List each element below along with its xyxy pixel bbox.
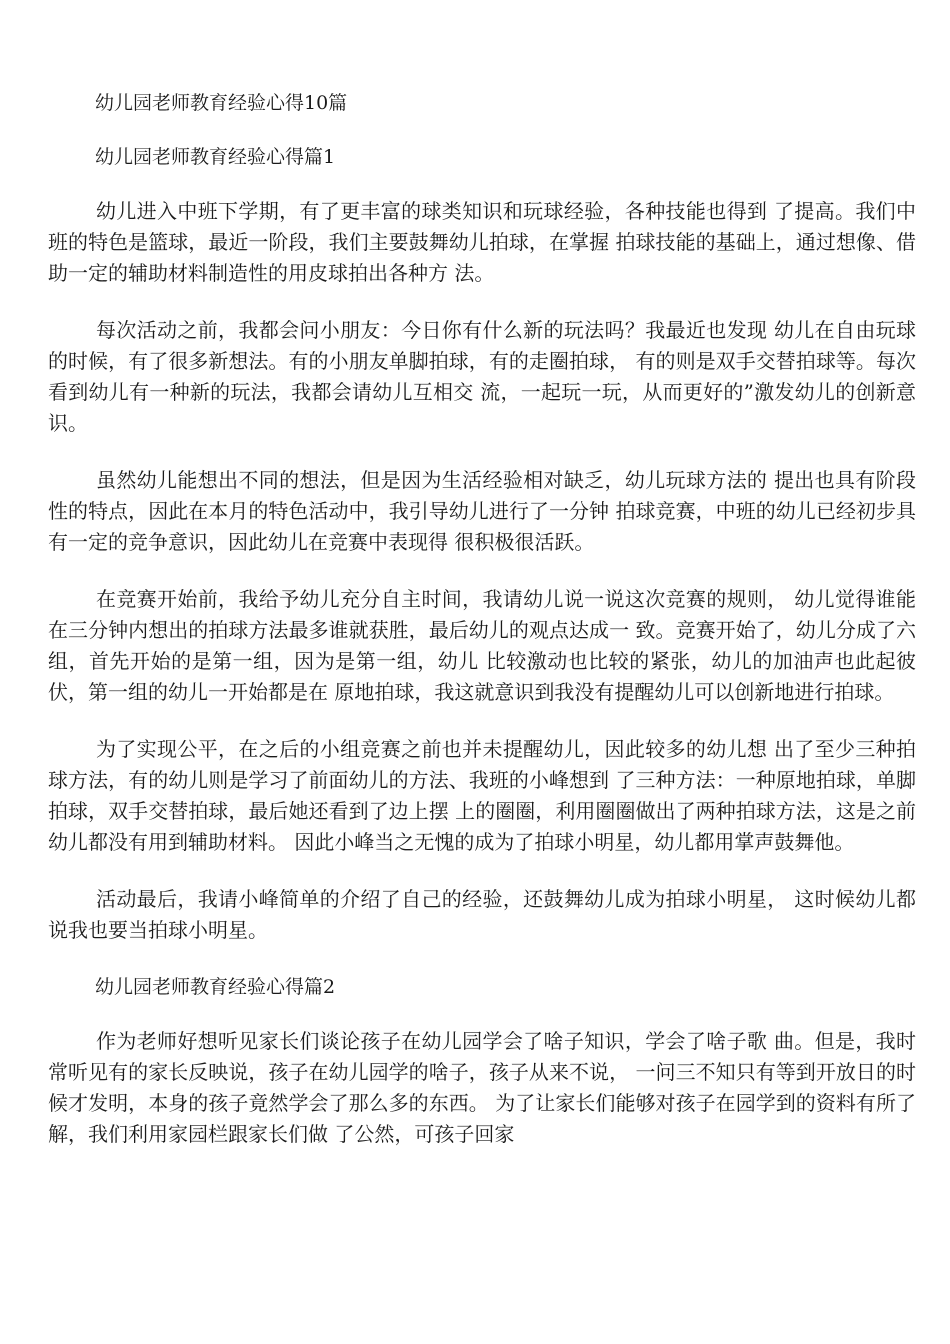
document-title: 幼儿园老师教育经验心得10篇 — [95, 92, 348, 114]
section-1-paragraph-4: 在竞赛开始前，我给予幼儿充分自主时间，我请幼儿说一说这次竞赛的规则， 幼儿觉得谁能在三分钟内想出的拍球方法最多谁就获胜，最后幼儿的观点达成一 致。竞赛开始了，幼儿分成了六组，首先开始的是第一组，因为是第一组，幼儿 比较激动也比较的紧张，幼儿的加油声也此起彼伏，第一组的幼儿一开始都是在 原地拍球，我这就意识到我没有提醒幼儿可以创新地进行拍球。 — [48, 587, 916, 704]
section-1-heading: 幼儿园老师教育经验心得篇1 — [95, 146, 336, 168]
section-1-paragraph-2: 每次活动之前，我都会问小朋友：今日你有什么新的玩法吗？我最近也发现 幼儿在自由玩球的时候，有了很多新想法。有的小朋友单脚拍球，有的走圈拍球， 有的则是双手交替拍球等。每次看到幼儿有一种新的玩法，我都会请幼儿互相交 流，一起玩一玩，从而更好的”激发幼儿的创新意识。 — [48, 318, 916, 435]
section-1-paragraph-3: 虽然幼儿能想出不同的想法，但是因为生活经验相对缺乏，幼儿玩球方法的 提出也具有阶段性的特点，因此在本月的特色活动中，我引导幼儿进行了一分钟 拍球竞赛，中班的幼儿已经初步具有一定的竞争意识，因此幼儿在竞赛中表现得 很积极很活跃。 — [48, 468, 916, 554]
section-1-paragraph-6: 活动最后，我请小峰简单的介绍了自己的经验，还鼓舞幼儿成为拍球小明星， 这时候幼儿都说我也要当拍球小明星。 — [48, 887, 916, 942]
section-1-paragraph-5: 为了实现公平，在之后的小组竞赛之前也并未提醒幼儿，因此较多的幼儿想 出了至少三种拍球方法，有的幼儿则是学习了前面幼儿的方法、我班的小峰想到 了三种方法：一种原地拍球，单脚拍球，双手交替拍球，最后她还看到了边上摆 上的圈圈，利用圈圈做出了两种拍球方法，这是之前幼儿都没有用到辅助材料。 因此小峰当之无愧的成为了拍球小明星，幼儿都用掌声鼓舞他。 — [48, 737, 916, 854]
section-2-paragraph-1: 作为老师好想听见家长们谈论孩子在幼儿园学会了啥子知识，学会了啥子歌 曲。但是，我时常听见有的家长反映说，孩子在幼儿园学的啥子，孩子从来不说， 一问三不知只有等到开放日的时候才发明，本身的孩子竟然学会了那么多的东西。 为了让家长们能够对孩子在园学到的资料有所了解，我们利用家园栏跟家长们做 了公然，可孩子回家 — [48, 1029, 916, 1146]
section-1-paragraph-1: 幼儿进入中班下学期，有了更丰富的球类知识和玩球经验，各种技能也得到 了提高。我们中班的特色是篮球，最近一阶段，我们主要鼓舞幼儿拍球，在掌握 拍球技能的基础上，通过想像、借助一定的辅助材料制造性的用皮球拍出各种方 法。 — [48, 199, 916, 285]
section-2-heading: 幼儿园老师教育经验心得篇2 — [95, 976, 336, 998]
document-body — [48, 88, 916, 1150]
